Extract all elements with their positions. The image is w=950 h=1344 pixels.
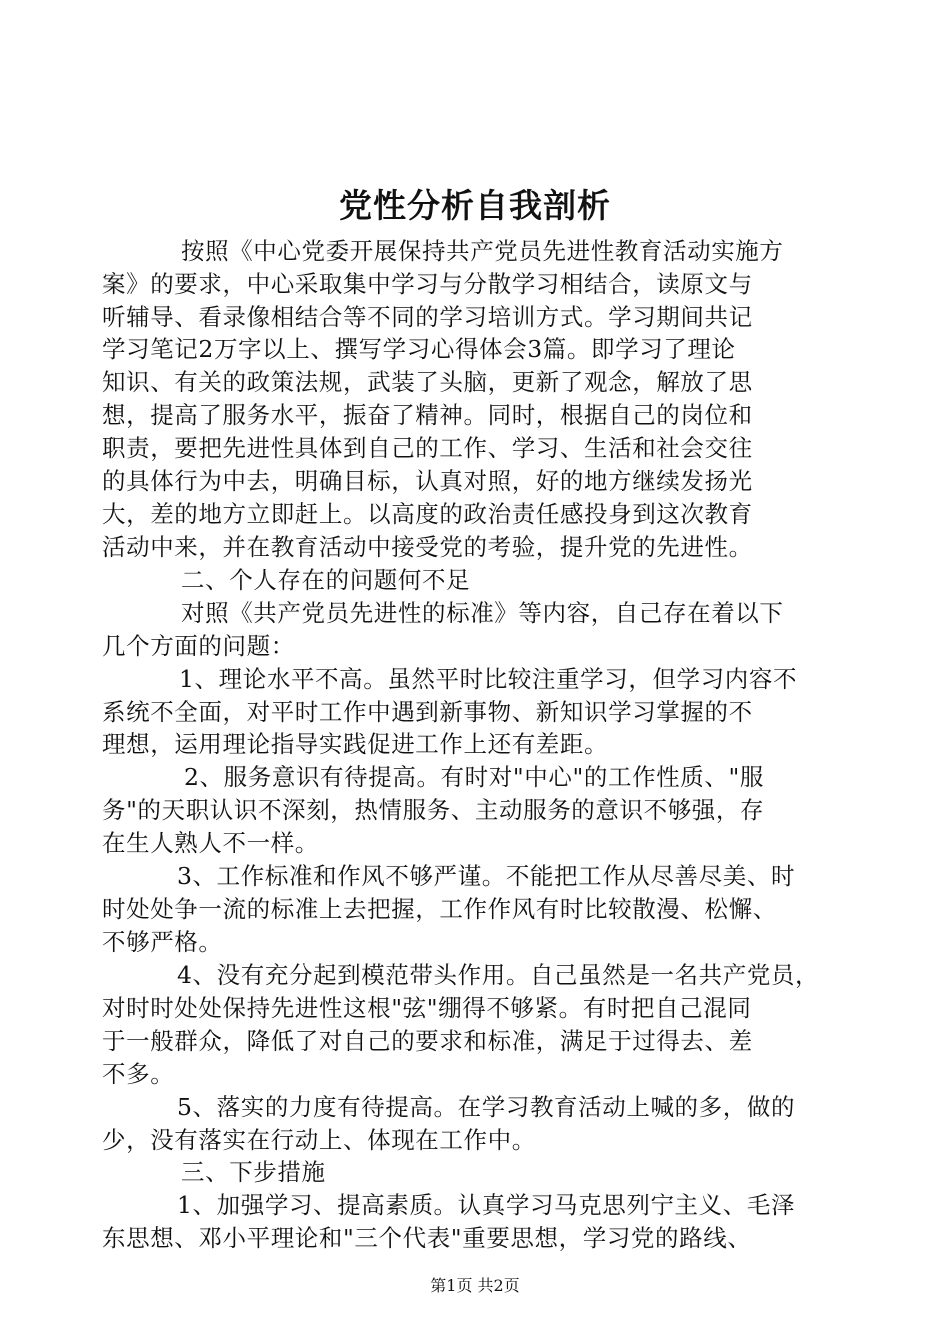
body-line: 于一般群众，降低了对自己的要求和标准，满足于过得去、差 xyxy=(102,1027,753,1055)
body-line: 理想，运用理论指导实践促进工作上还有差距。 xyxy=(102,730,609,758)
body-line: 1、理论水平不高。虽然平时比较注重学习，但学习内容不 xyxy=(179,665,798,693)
body-line: 对时时处处保持先进性这根"弦"绷得不够紧。有时把自己混同 xyxy=(102,994,752,1022)
body-line: 职责，要把先进性具体到自己的工作、学习、生活和社会交往 xyxy=(102,434,753,462)
body-line: 大，差的地方立即赶上。以高度的政治责任感投身到这次教育 xyxy=(102,500,753,528)
body-line: 5、落实的力度有待提高。在学习教育活动上喊的多，做的 xyxy=(177,1093,796,1121)
body-line: 2、服务意识有待提高。有时对"中心"的工作性质、"服 xyxy=(184,763,764,791)
body-line: 不够严格。 xyxy=(102,928,223,956)
body-line: 系统不全面，对平时工作中遇到新事物、新知识学习掌握的不 xyxy=(102,698,753,726)
body-line: 东思想、邓小平理论和"三个代表"重要思想，学习党的路线、 xyxy=(102,1224,752,1252)
body-line: 少，没有落实在行动上、体现在工作中。 xyxy=(102,1126,536,1154)
body-line: 按照《中心党委开展保持共产党员先进性教育活动实施方 xyxy=(181,237,784,265)
body-line: 学习笔记2万字以上、撰写学习心得体会3篇。即学习了理论 xyxy=(102,335,736,363)
body-line: 1、加强学习、提高素质。认真学习马克思列宁主义、毛泽 xyxy=(177,1191,796,1219)
body-line: 想，提高了服务水平，振奋了精神。同时，根据自己的岗位和 xyxy=(102,401,753,429)
section-heading: 二、个人存在的问题何不足 xyxy=(181,566,471,594)
body-line: 时处处争一流的标准上去把握，工作作风有时比较散漫、松懈、 xyxy=(102,895,777,923)
body-line: 务"的天职认识不深刻，热情服务、主动服务的意识不够强，存 xyxy=(102,796,765,824)
body-line: 的具体行为中去，明确目标，认真对照，好的地方继续发扬光 xyxy=(102,467,753,495)
page-number-footer: 第1页 共2页 xyxy=(430,1276,520,1295)
body-line: 活动中来，并在教育活动中接受党的考验，提升党的先进性。 xyxy=(102,533,753,561)
section-heading: 三、下步措施 xyxy=(181,1158,326,1186)
body-line: 4、没有充分起到模范带头作用。自己虽然是一名共产党员， xyxy=(177,961,820,989)
body-line: 对照《共产党员先进性的标准》等内容，自己存在着以下 xyxy=(181,599,784,627)
body-line: 知识、有关的政策法规，武装了头脑，更新了观念，解放了思 xyxy=(102,368,753,396)
body-line: 听辅导、看录像相结合等不同的学习培训方式。学习期间共记 xyxy=(102,303,753,331)
body-line: 案》的要求，中心采取集中学习与分散学习相结合，读原文与 xyxy=(102,270,753,298)
body-line: 不多。 xyxy=(102,1060,175,1088)
body-line: 在生人熟人不一样。 xyxy=(102,829,319,857)
document-title: 党性分析自我剖析 xyxy=(339,186,611,225)
body-line: 3、工作标准和作风不够严谨。不能把工作从尽善尽美、时 xyxy=(177,862,796,890)
body-line: 几个方面的问题： xyxy=(102,632,295,660)
